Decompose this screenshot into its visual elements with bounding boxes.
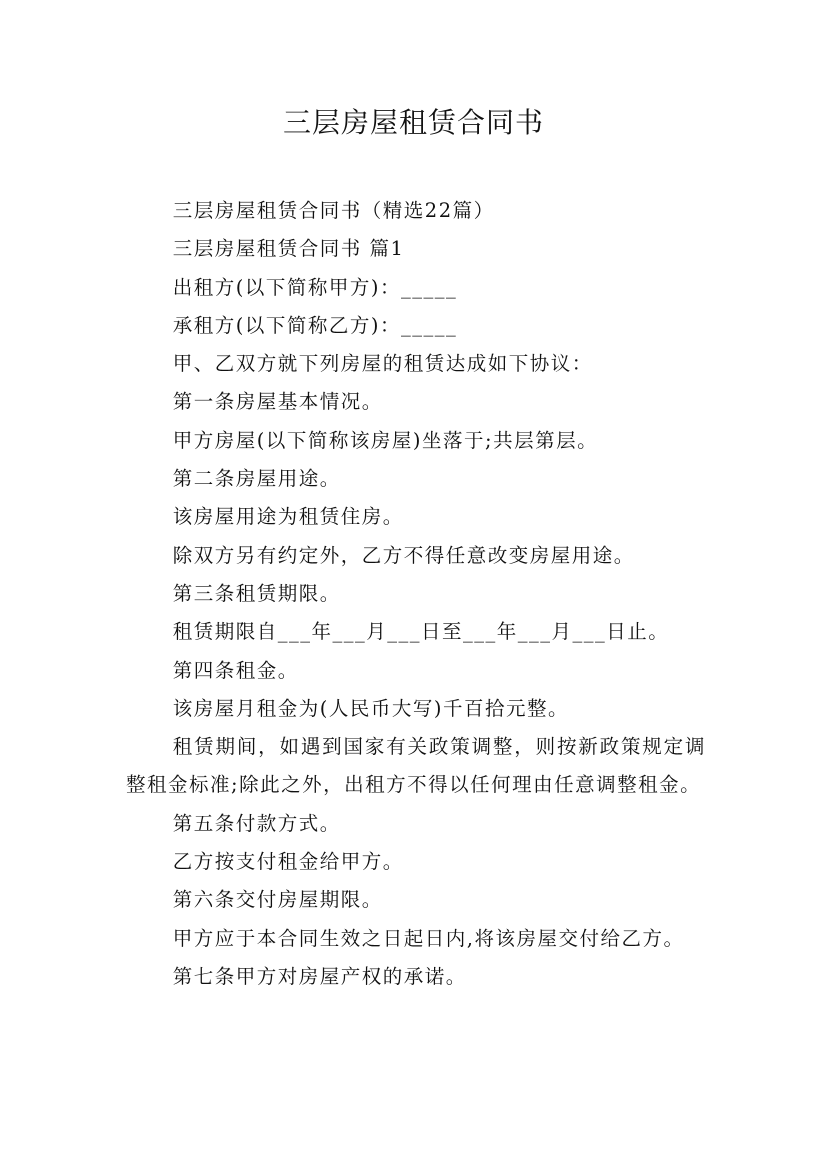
paragraph-article-6: 第六条交付房屋期限。 — [172, 888, 383, 912]
paragraph-lease-term: 租赁期限自___年___月___日至___年___月___日止。 — [172, 620, 670, 644]
paragraph-article-5: 第五条付款方式。 — [172, 811, 341, 835]
document-title: 三层房屋租赁合同书 — [282, 106, 544, 139]
paragraph-monthly-rent: 该房屋月租金为(人民币大写)千百拾元整。 — [172, 696, 570, 720]
paragraph-article-1: 第一条房屋基本情况。 — [172, 390, 383, 414]
paragraph-section-heading: 三层房屋租赁合同书 篇1 — [172, 237, 405, 261]
paragraph-agreement-intro: 甲、乙双方就下列房屋的租赁达成如下协议： — [172, 352, 593, 376]
paragraph-rent-adjustment: 租赁期间，如遇到国家有关政策调整，则按新政策规定调整租金标准;除此之外，出租方不得以任何理由任意调整租金。 — [126, 735, 706, 797]
paragraph-payment-method: 乙方按支付租金给甲方。 — [172, 850, 404, 874]
paragraph-article-4: 第四条租金。 — [172, 658, 299, 682]
paragraph-lessor: 出租方(以下简称甲方)：_____ — [172, 275, 458, 299]
paragraph-lessee: 承租方(以下简称乙方)：_____ — [172, 313, 458, 337]
paragraph-article-2: 第二条房屋用途。 — [172, 467, 341, 491]
paragraph-use-restriction: 除双方另有约定外，乙方不得任意改变房屋用途。 — [172, 543, 635, 567]
document-body — [126, 192, 706, 996]
paragraph-collection-title: 三层房屋租赁合同书（精选22篇） — [172, 199, 495, 222]
paragraph-property-location: 甲方房屋(以下简称该房屋)坐落于;共层第层。 — [172, 428, 599, 452]
paragraph-article-7: 第七条甲方对房屋产权的承诺。 — [172, 964, 467, 988]
paragraph-delivery-deadline: 甲方应于本合同生效之日起日内,将该房屋交付给乙方。 — [172, 926, 685, 950]
paragraph-property-use: 该房屋用途为租赁住房。 — [172, 505, 404, 529]
paragraph-article-3: 第三条租赁期限。 — [172, 581, 341, 605]
